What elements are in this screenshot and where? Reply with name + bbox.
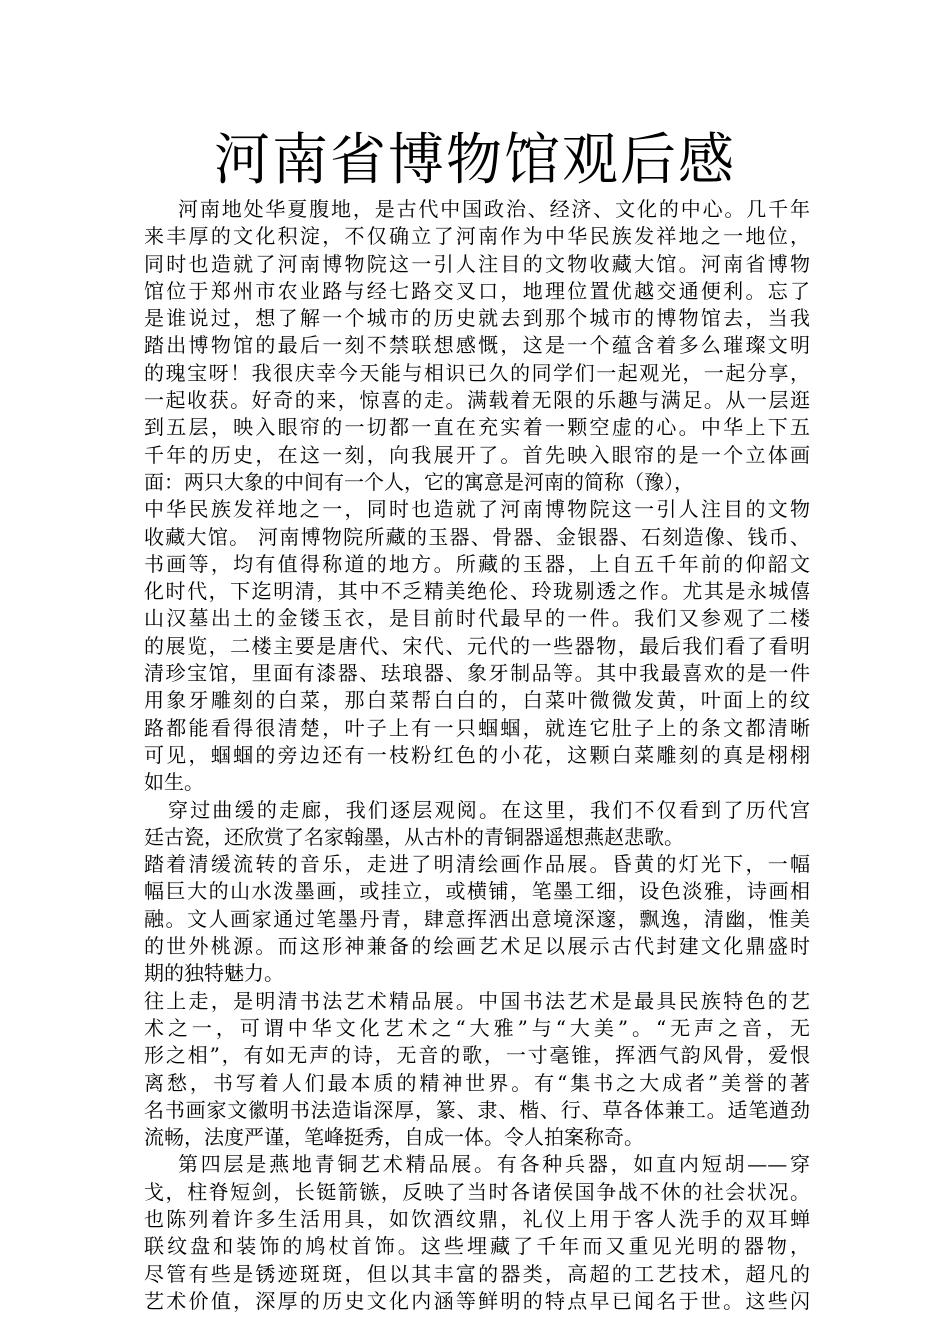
text-line: 馆位于郑州市农业路与经七路交叉口，地理位置优越交通便利。忘了	[144, 278, 810, 303]
text-line: 同时也造就了河南博物院这一引人注目的文物收藏大馆。河南省博物	[144, 251, 810, 276]
text-line: 来丰厚的文化积淀，不仅确立了河南作为中华民族发祥地之一地位，	[144, 224, 810, 249]
text-line: 往上走，是明清书法艺术精品展。中国书法艺术是最具民族特色的艺	[144, 988, 810, 1013]
text-line: 千年的历史，在这一刻，向我展开了。首先映入眼帘的是一个立体画	[144, 442, 810, 467]
text-line: 期的独特魅力。	[144, 961, 284, 986]
text-line: 尽管有些是锈迹斑斑，但以其丰富的器类，高超的工艺技术，超凡的	[144, 1261, 810, 1286]
text-line: 流畅，法度严谨，笔峰挺秀，自成一体。令人拍案称奇。	[144, 1125, 644, 1150]
text-line: 用象牙雕刻的白菜，那白菜帮白白的，白菜叶微微发黄，叶面上的纹	[144, 688, 810, 713]
document-body	[144, 196, 810, 1315]
text-line: 也陈列着许多生活用具，如饮酒纹鼎，礼仪上用于客人洗手的双耳蝉	[144, 1206, 810, 1231]
text-line: 融。文人画家通过笔墨丹青，肆意挥洒出意境深邃，飘逸，清幽，惟美	[144, 906, 810, 931]
text-line: 一起收获。好奇的来，惊喜的走。满载着无限的乐趣与满足。从一层逛	[144, 388, 810, 413]
text-line: 的展览，二楼主要是唐代、宋代、元代的一些器物，最后我们看了看明	[144, 633, 810, 658]
text-line: 是谁说过，想了解一个城市的历史就去到那个城市的博物馆去，当我	[144, 306, 810, 331]
text-line: 化时代，下迄明清，其中不乏精美绝伦、玲珑剔透之作。尤其是永城僖	[144, 579, 810, 604]
text-line: 的瑰宝呀！我很庆幸今天能与相识已久的同学们一起观光，一起分享，	[144, 360, 810, 385]
text-line: 到五层，映入眼帘的一切都一直在充实着一颗空虚的心。中华上下五	[144, 415, 810, 440]
text-line: 可见，蝈蝈的旁边还有一枝粉红色的小花，这颗白菜雕刻的真是栩栩	[144, 742, 810, 767]
text-line: 形之相”，有如无声的诗，无音的歌，一寸毫锥，挥洒气韵风骨，爱恨	[144, 1043, 810, 1068]
text-line: 名书画家文徽明书法造诣深厚，篆、隶、楷、行、草各体兼工。适笔遒劲	[144, 1097, 810, 1122]
text-line: 如生。	[144, 770, 204, 795]
text-line: 面：两只大象的中间有一个人，它的寓意是河南的简称（豫），	[144, 469, 694, 494]
text-line: 联纹盘和装饰的鸠杖首饰。这些埋藏了千年而又重见光明的器物，	[144, 1234, 810, 1259]
text-line: 廷古瓷，还欣赏了名家翰墨，从古朴的青铜器遥想燕赵悲歌。	[144, 824, 684, 849]
text-line: 戈，柱脊短剑，长铤箭镞，反映了当时各诸侯国争战不休的社会状况。	[144, 1179, 810, 1204]
text-line: 书画等，均有值得称道的地方。所藏的玉器，上自五千年前的仰韶文	[144, 551, 810, 576]
text-line: 踏着清缓流转的音乐，走进了明清绘画作品展。昏黄的灯光下，一幅	[144, 852, 810, 877]
text-line: 中华民族发祥地之一，同时也造就了河南博物院这一引人注目的文物	[144, 497, 810, 522]
text-line: 河南地处华夏腹地，是古代中国政治、经济、文化的中心。几千年	[178, 197, 810, 221]
text-line: 离愁，书写着人们最本质的精神世界。有“集书之大成者”美誉的著	[144, 1070, 810, 1095]
text-line: 踏出博物馆的最后一刻不禁联想感慨，这是一个蕴含着多么璀璨文明	[144, 333, 810, 358]
text-line: 山汉墓出土的金镂玉衣，是目前时代最早的一件。我们又参观了二楼	[144, 606, 810, 631]
text-line: 清珍宝馆，里面有漆器、珐琅器、象牙制品等。其中我最喜欢的是一件	[144, 661, 810, 686]
text-line: 艺术价值，深厚的历史文化内涵等鲜明的特点早已闻名于世。这些闪	[144, 1288, 810, 1313]
text-line: 术之一，可谓中华文化艺术之“大雅”与“大美”。“无声之音，无	[144, 1015, 810, 1040]
text-line: 的世外桃源。而这形神兼备的绘画艺术足以展示古代封建文化鼎盛时	[144, 934, 810, 959]
text-line: 路都能看得很清楚，叶子上有一只蝈蝈，就连它肚子上的条文都清晰	[144, 715, 810, 740]
text-line: 穿过曲缓的走廊，我们逐层观阅。在这里，我们不仅看到了历代宫	[168, 797, 810, 822]
text-line: 幅巨大的山水泼墨画，或挂立，或横铺，笔墨工细，设色淡雅，诗画相	[144, 879, 810, 904]
text-line: 第四层是燕地青铜艺术精品展。有各种兵器，如直内短胡——穿	[178, 1152, 810, 1177]
document-title: 河南省博物馆观后感	[214, 128, 736, 193]
text-line: 收藏大馆。 河南博物院所藏的玉器、骨器、金银器、石刻造像、钱币、	[144, 524, 810, 549]
